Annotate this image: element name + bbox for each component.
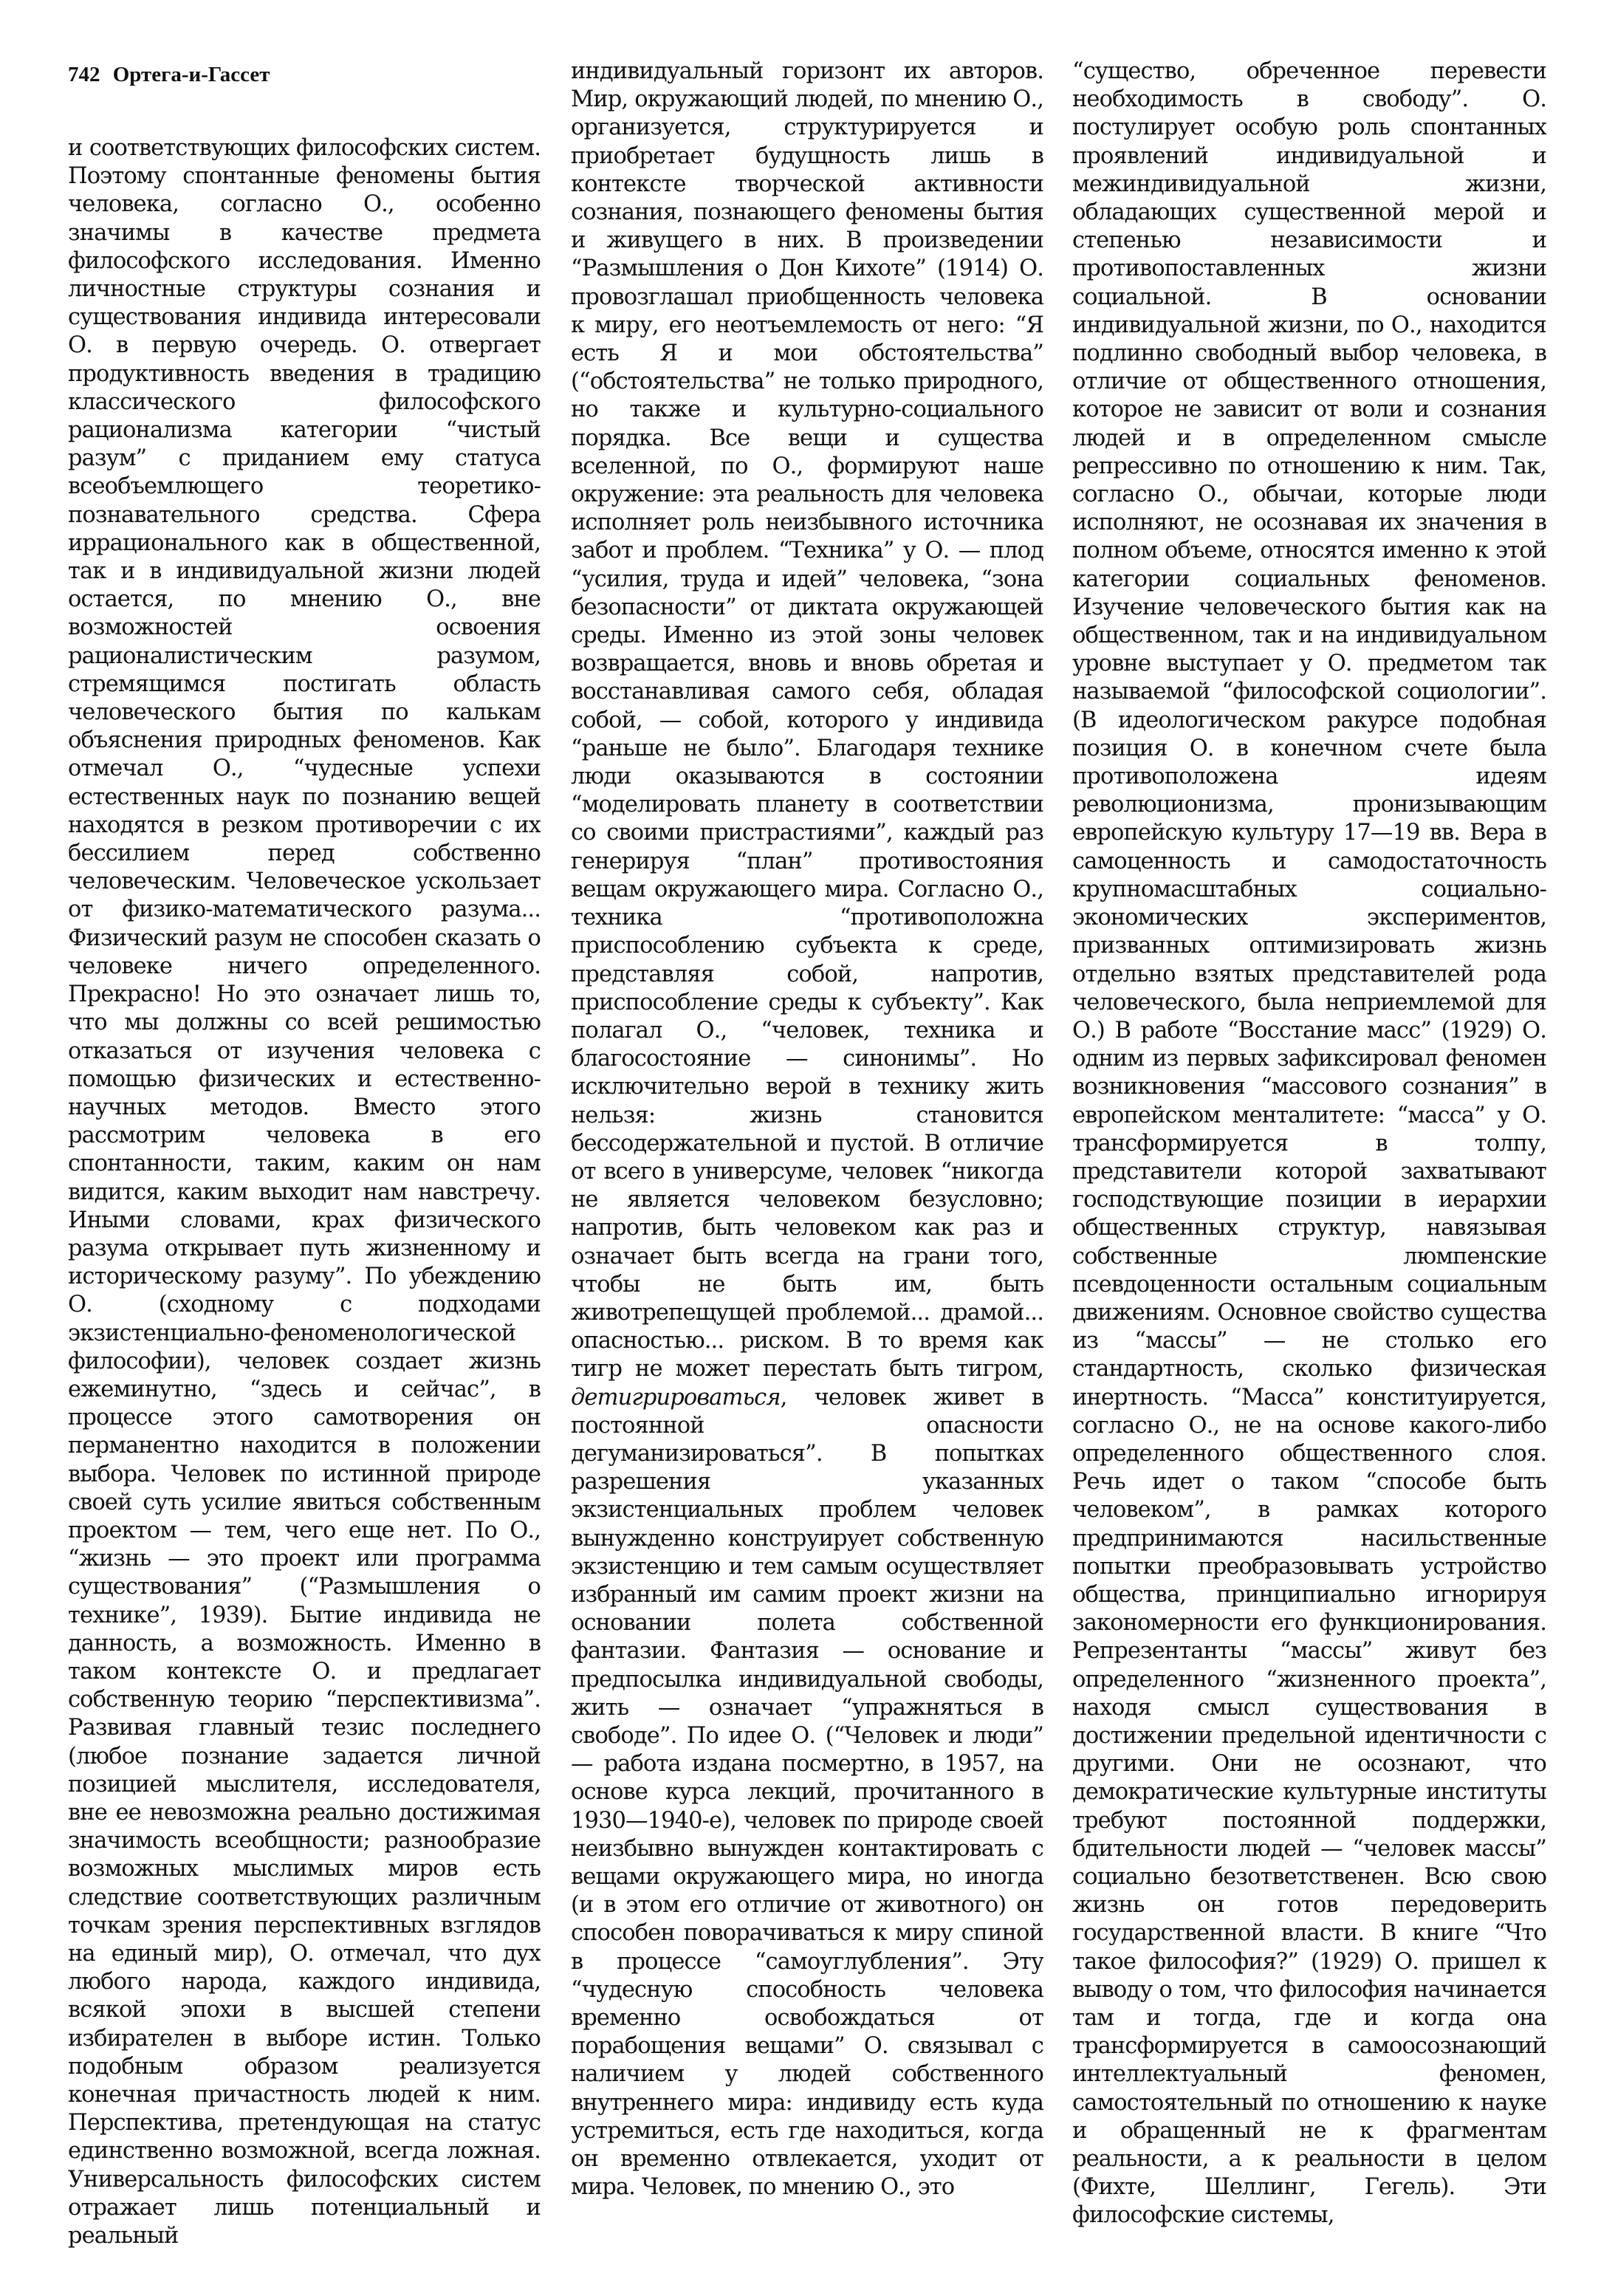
- column-1-paragraph: и соответствующих философских систем. Поэтому спонтанные феномены бытия человека, согласно О., особенно значимы в качестве предмета философского исследования. Именно личностные структуры сознания и существования индивида интересовали О. в первую очередь. О. отвергает продуктивность введения в традицию классического философского рационализма категории “чистый разум” с приданием ему статуса всеобъемлющего теоретико-познавательного средства. Сфера иррационального как в общественной, так и в индивидуальной жизни людей остается, по мнению О., вне возможностей освоения рационалистическим разумом, стремящимся постигать область человеческого бытия по калькам объяснения природных феноменов. Как отмечал О., “чудесные успехи естественных наук по познанию вещей находятся в резком противоречии с их бессилием перед собственно человеческим. Человеческое ускользает от физико-математического разума... Физический разум не способен сказать о человеке ничего определенного. Прекрасно! Но это означает лишь то, что мы должны со всей решимостью отказаться от изучения человека с помощью физических и естественно-научных методов. Вместо этого рассмотрим человека в его спонтанности, таким, каким он нам видится, каким выходит нам навстречу. Иными словами, крах физического разума открывает путь жизненному и историческому разуму”. По убеждению О. (сходному с подходами экзистенциально-феноменологической философии), человек создает жизнь ежеминутно, “здесь и сейчас”, в процессе этого самотворения он перманентно находится в положении выбора. Человек по истинной природе своей суть усилие явиться собственным проектом — тем, чего еще нет. По О., “жизнь — это проект или программа существования” (“Размышления о технике”, 1939). Бытие индивида не данность, а возможность. Именно в таком контексте О. и предлагает собственную теорию “перспективизма”. Развивая главный тезис последнего (любое познание задается личной позицией мыслителя, исследователя, вне ее невозможна реально достижимая значимость всеобщности; разнообразие возможных мыслимых миров есть следствие соответствующих различным точкам зрения перспективных взглядов на единый мир), О. отмечал, что дух любого народа, каждого индивида, всякой эпохи в высшей степени избирателен в выборе истин. Только подобным образом реализуется конечная причастность людей к ним. Перспектива, претендующая на статус единственно возможной, всегда ложная. Универсальность философских систем отражает лишь потенциальный и реальный: [68, 135, 541, 2249]
- text-column-3: [1072, 58, 1546, 2280]
- page-number: 742: [68, 63, 100, 86]
- running-header: [68, 62, 270, 87]
- column-2-text-part-1: индивидуальный горизонт их авторов. Мир, окружающий людей, по мнению О., организуется, структурируется и приобретает будущность лишь в контексте творческой активности сознания, познающего феномены бытия и живущего в них. В произведении “Размышления о Дон Кихоте” (1914) О. провозглашал приобщенность человека к миру, его неотъемлемость от него: “Я есть Я и мои обстоятельства” (“обстоятельства” не только природного, но также и культурно-социального порядка. Все вещи и существа вселенной, по О., формируют наше окружение: эта реальность для человека исполняет роль неизбывного источника забот и проблем. “Техника” у О. — плод “усилия, труда и идей” человека, “зона безопасности” от диктата окружающей среды. Именно из этой зоны человек возвращается, вновь и вновь обретая и восстанавливая самого себя, обладая собой, — собой, которого у индивида “раньше не было”. Благодаря технике люди оказываются в состоянии “моделировать планету в соответствии со своими пристрастиями”, каждый раз генерируя “план” противостояния вещам окружающего мира. Согласно О., техника “противоположна приспособлению субъекта к среде, представляя собой, напротив, приспособление среды к субъекту”. Как полагал О., “человек, техника и благосостояние — синонимы”. Но исключительно верой в технику жить нельзя: жизнь становится бессодержательной и пустой. В отличие от всего в универсуме, человек “никогда не является человеком безусловно; напротив, быть человеком как раз и означает быть всегда на грани того, чтобы не быть им, быть животрепещущей проблемой... драмой... опасностью... риском. В то время как тигр не может перестать быть тигром,: [571, 58, 1043, 1382]
- italic-term: детигрироваться: [571, 1384, 781, 1411]
- text-column-2: [571, 58, 1043, 2280]
- running-title: Ортега-и-Гассет: [112, 63, 270, 86]
- text-column-1: [68, 134, 541, 2280]
- column-3-paragraph: “существо, обреченное перевести необходимость в свободу”. О. постулирует особую роль спонтанных проявлений индивидуальной и межиндивидуальной жизни, обладающих существенной мерой и степенью независимости и противопоставленных жизни социальной. В основании индивидуальной жизни, по О., находится подлинно свободный выбор человека, в отличие от общественного отношения, которое не зависит от воли и сознания людей и в определенном смысле репрессивно по отношению к ним. Так, согласно О., обычаи, которые люди исполняют, не осознавая их значения в полном объеме, относятся именно к этой категории социальных феноменов. Изучение человеческого бытия как на общественном, так и на индивидуальном уровне выступает у О. предметом так называемой “философской социологии”. (В идеологическом ракурсе подобная позиция О. в конечном счете была противоположена идеям революционизма, пронизывающим европейскую культуру 17—19 вв. Вера в самоценность и самодостаточность крупномасштабных социально-экономических экспериментов, призванных оптимизировать жизнь отдельно взятых представителей рода человеческого, была неприемлемой для О.) В работе “Восстание масс” (1929) О. одним из первых зафиксировал феномен возникновения “массового сознания” в европейском менталитете: “масса” у О. трансформируется в толпу, представители которой захватывают господствующие позиции в иерархии общественных структур, навязывая собственные люмпенские псевдоценности остальным социальным движениям. Основное свойство существа из “массы” — не столько его стандартность, сколько физическая инертность. “Масса” конституируется, согласно О., не на основе какого-либо определенного общественного слоя. Речь идет о таком “способе быть человеком”, в рамках которого предпринимаются насильственные попытки преобразовывать устройство общества, принципиально игнорируя закономерности его функционирования. Репрезентанты “массы” живут без определенного “жизненного проекта”, находя смысл существования в достижении предельной идентичности с другими. Они не осознают, что демократические культурные институты требуют постоянной поддержки, бдительности людей — “человек массы” социально безответственен. Всю свою жизнь он готов передоверить государственной власти. В книге “Что такое философия?” (1929) О. пришел к выводу о том, что философия начинается там и тогда, где и когда она трансформируется в самоосознающий интеллектуальный феномен, самостоятельный по отношению к науке и обращенный не к фрагментам реальности, а к реальности в целом (Фихте, Шеллинг, Гегель). Эти философские системы,: [1072, 58, 1546, 2229]
- column-2-text-part-2: , человек живет в постоянной опасности дегуманизироваться”. В попытках разрешения указанных экзистенциальных проблем человек вынужденно конструирует собственную экзистенцию и тем самым осуществляет избранный им самим проект жизни на основании полета собственной фантазии. Фантазия — основание и предпосылка индивидуальной свободы, жить — означает “упражняться в свободе”. По идее О. (“Человек и люди” — работа издана посмертно, в 1957, на основе курса лекций, прочитанного в 1930—1940-е), человек по природе своей неизбывно вынужден контактировать с вещами окружающего мира, но иногда (и в этом его отличие от животного) он способен поворачиваться к миру спиной в процессе “самоуглубления”. Эту “чудесную способность человека временно освобождаться от порабощения вещами” О. связывал с наличием у людей собственного внутреннего мира: индивиду есть куда устремиться, есть где находиться, когда он временно отвлекается, уходит от мира. Человек, по мнению О., это: [571, 1384, 1043, 2201]
- column-2-paragraph: [571, 58, 1043, 2201]
